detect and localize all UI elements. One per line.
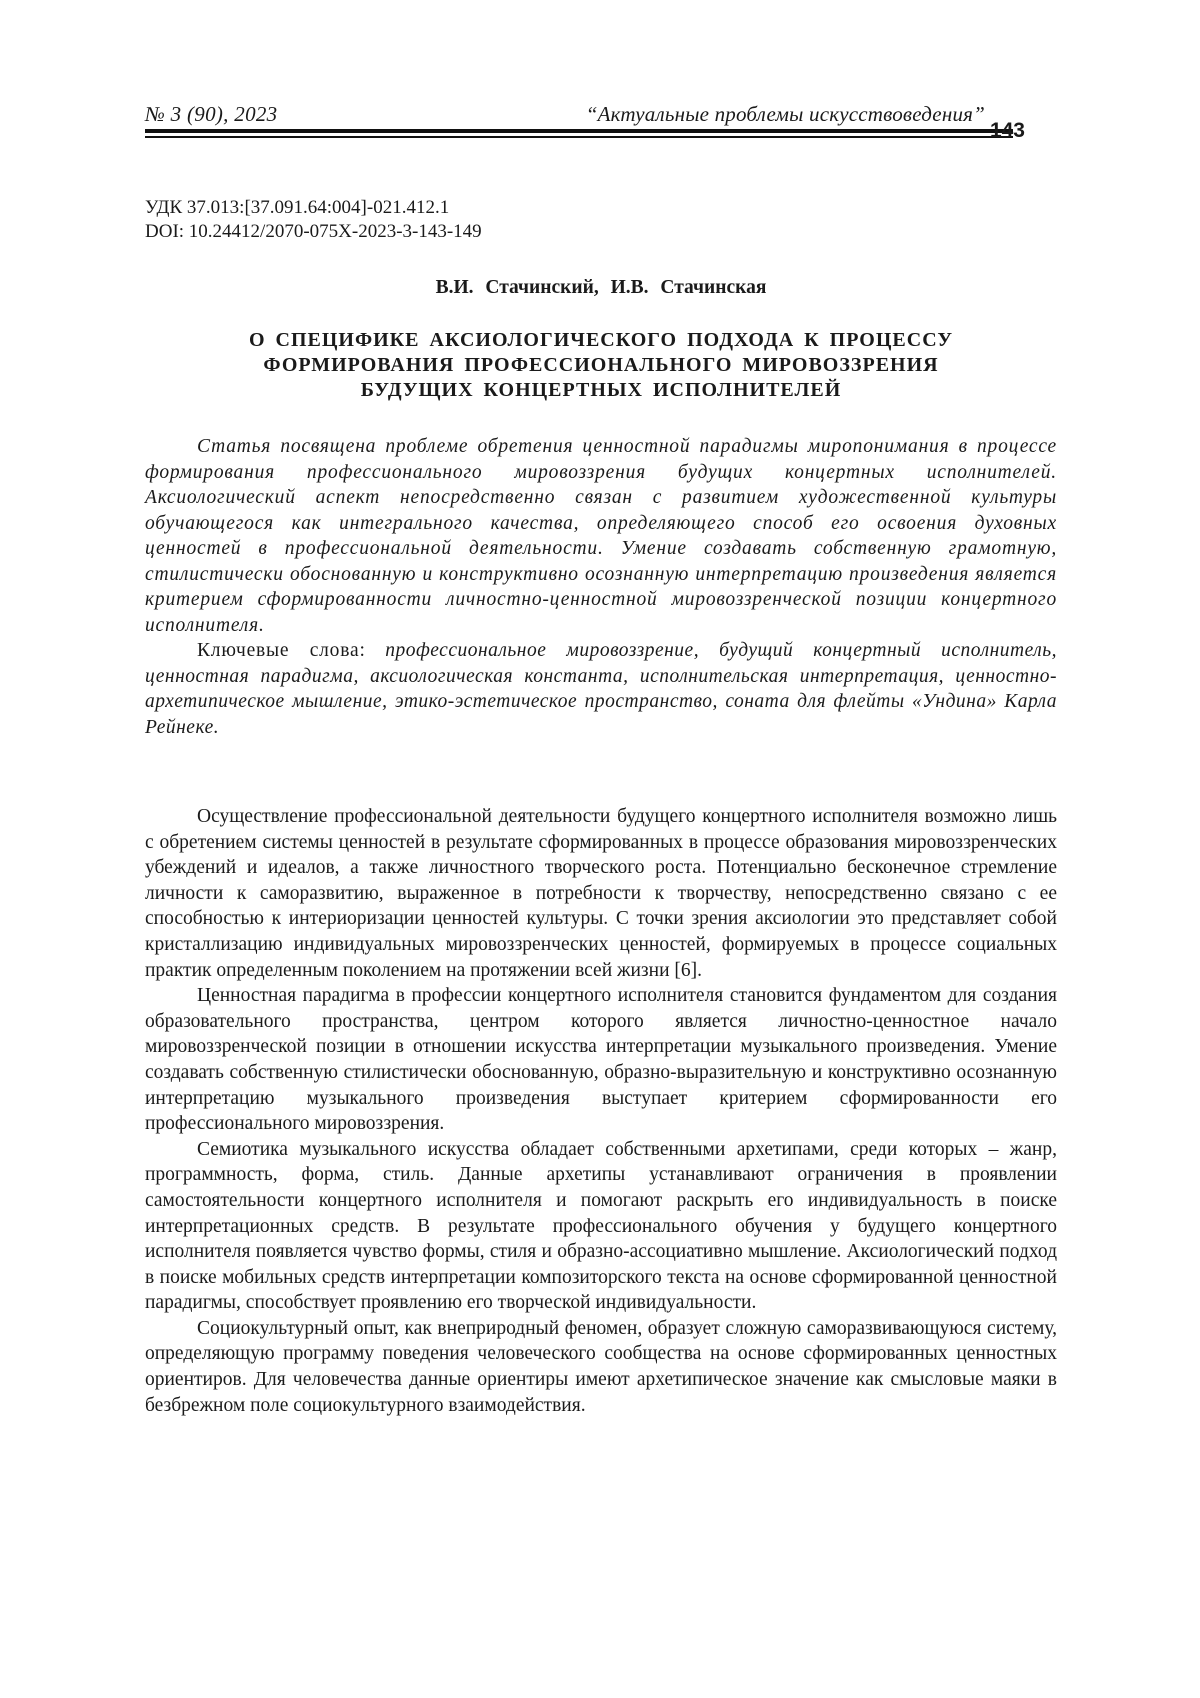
journal-title: “Актуальные проблемы искусствоведения”: [586, 102, 985, 127]
title-line: ФОРМИРОВАНИЯ ПРОФЕССИОНАЛЬНОГО МИРОВОЗЗРЕНИЯ: [145, 353, 1057, 378]
body-paragraph: Социокультурный опыт, как внеприродный феномен, образует сложную саморазвивающуюся систему, определяющую программу поведения человеческого сообщества на основе сформированных ценностных ориентиров. Для человечества данные ориентиры имеют архетипическое значение как смысловые маяки в безбрежном поле социокультурного взаимодействия.: [145, 1316, 1057, 1418]
keywords-list: профессиональное мировоззрение, будущий концертный исполнитель, ценностная парадигма, аксиологическая константа, исполнительская интерпретация, ценностно-архетипическое мышление, этико-эстетическое пространство, соната для флейты «Ундина» Карла Рейнеке.: [145, 640, 1057, 738]
issue-number: № 3 (90), 2023: [145, 102, 278, 127]
body-paragraph: Ценностная парадигма в профессии концертного исполнителя становится фундаментом для создания образовательного пространства, центром которого является личностно-ценностное начало мировоззренческой позиции в отношении искусства интерпретации музыкального произведения. Умение создавать собственную стилистически обоснованную, образно-выразительную и конструктивно осознанную интерпретацию музыкального произведения выступает критерием сформированности его профессионального мировоззрения.: [145, 983, 1057, 1137]
authors: В.И. Стачинский, И.В. Стачинская: [145, 277, 1057, 299]
article-meta: [145, 196, 482, 244]
title-line: БУДУЩИХ КОНЦЕРТНЫХ ИСПОЛНИТЕЛЕЙ: [145, 378, 1057, 403]
keywords: [145, 638, 1057, 740]
keywords-label: Ключевые слова:: [197, 640, 366, 661]
abstract-text: Статья посвящена проблеме обретения ценностной парадигмы миропонимания в процессе формирования профессионального мировоззрения будущих концертных исполнителей. Аксиологический аспект непосредственно связан с развитием художественной культуры обучающегося как интегрального качества, определяющего способ его освоения духовных ценностей в профессиональной деятельности. Умение создавать собственную грамотную, стилистически обоснованную и конструктивно осознанную интерпретацию произведения является критерием сформированности личностно-ценностной мировоззренческой позиции концертного исполнителя.: [145, 434, 1057, 638]
running-header: [145, 96, 1025, 140]
header-rule-thin: [145, 136, 1013, 138]
doi: DOI: 10.24412/2070-075X-2023-3-143-149: [145, 220, 482, 244]
header-rule-thick: [145, 129, 1013, 133]
article-body: [145, 804, 1057, 1418]
abstract: [145, 434, 1057, 740]
title-line: О СПЕЦИФИКЕ АКСИОЛОГИЧЕСКОГО ПОДХОДА К ПРОЦЕССУ: [145, 328, 1057, 353]
body-paragraph: Семиотика музыкального искусства обладает собственными архетипами, среди которых – жанр, программность, форма, стиль. Данные архетипы устанавливают ограничения в проявлении самостоятельности концертного исполнителя и помогают раскрыть его индивидуальность в поиске интерпретационных средств. В результате профессионального обучения у будущего концертного исполнителя появляется чувство формы, стиля и образно-ассоциативно мышление. Аксиологический подход в поиске мобильных средств интерпретации композиторского текста на основе сформированной ценностной парадигмы, способствует проявлению его творческой индивидуальности.: [145, 1137, 1057, 1316]
udc-code: УДК 37.013:[37.091.64:004]-021.412.1: [145, 196, 482, 220]
body-paragraph: Осуществление профессиональной деятельности будущего концертного исполнителя возможно лишь с обретением системы ценностей в результате сформированных в процессе образования мировоззренческих убеждений и идеалов, а также личностного творческого роста. Потенциально бесконечное стремление личности к саморазвитию, выраженное в потребности к творчеству, непосредственно связано с ее способностью к интериоризации ценностей культуры. С точки зрения аксиологии это представляет собой кристаллизацию индивидуальных мировоззренческих ценностей, формируемых в процессе социальных практик определенным поколением на протяжении всей жизни [6].: [145, 804, 1057, 983]
page-number: 143: [990, 119, 1025, 143]
journal-page: [0, 0, 1200, 1698]
article-title: [145, 328, 1057, 403]
